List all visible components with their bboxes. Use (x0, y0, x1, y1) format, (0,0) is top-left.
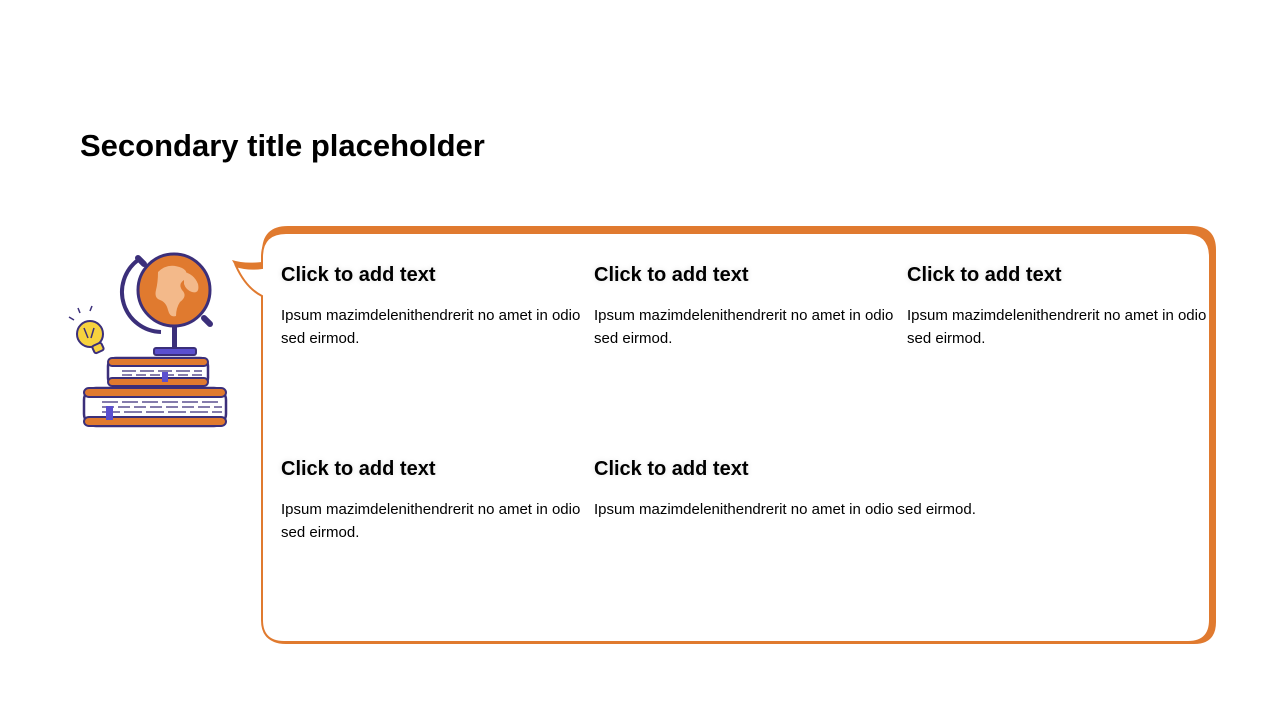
text-block-3[interactable] (907, 263, 1207, 350)
text-block-heading[interactable]: Click to add text (281, 264, 436, 286)
books-icon (84, 358, 226, 426)
light-bulb-icon (69, 306, 104, 354)
text-block-4[interactable] (281, 457, 581, 544)
text-block-heading[interactable]: Click to add text (594, 264, 749, 286)
globe-icon (122, 254, 210, 355)
slide-title[interactable]: Secondary title placeholder (80, 128, 485, 163)
text-block-5[interactable] (594, 457, 1154, 521)
text-block-heading[interactable]: Click to add text (281, 458, 436, 480)
globe-books-illustration (66, 250, 236, 435)
text-block-1[interactable] (281, 263, 581, 350)
text-block-body[interactable]: Ipsum mazimdelenithendrerit no amet in odio sed eirmod. (594, 307, 894, 347)
text-block-heading[interactable]: Click to add text (907, 264, 1062, 286)
text-block-body[interactable]: Ipsum mazimdelenithendrerit no amet in odio sed eirmod. (907, 307, 1207, 347)
text-block-body[interactable]: Ipsum mazimdelenithendrerit no amet in odio sed eirmod. (281, 307, 581, 347)
text-block-2[interactable] (594, 263, 894, 350)
text-block-body[interactable]: Ipsum mazimdelenithendrerit no amet in odio sed eirmod. (594, 501, 976, 518)
text-block-heading[interactable]: Click to add text (594, 458, 749, 480)
text-block-body[interactable]: Ipsum mazimdelenithendrerit no amet in odio sed eirmod. (281, 501, 581, 541)
